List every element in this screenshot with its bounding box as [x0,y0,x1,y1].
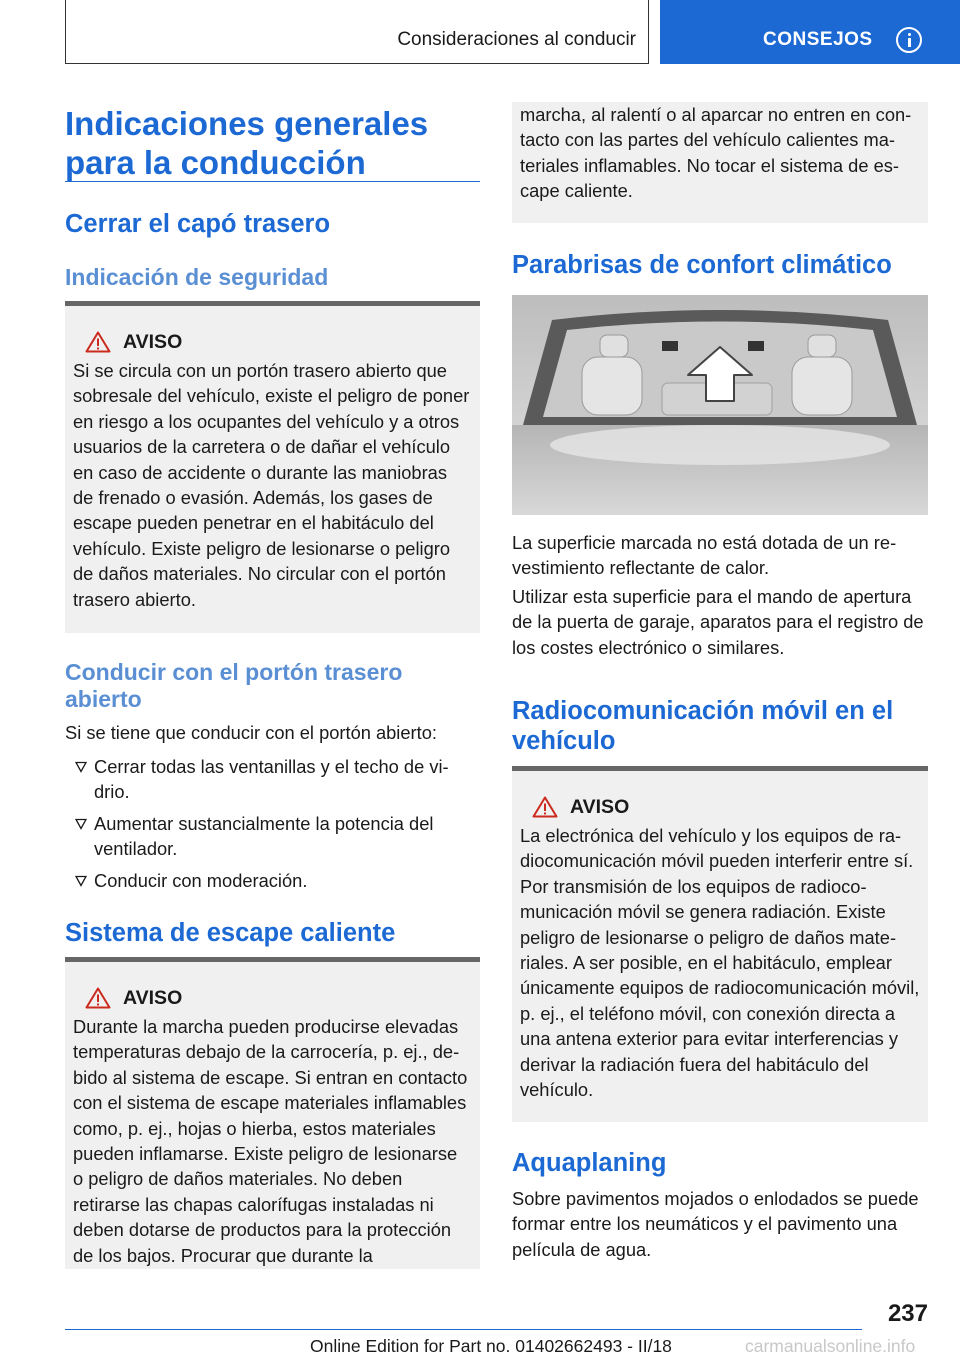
header-section-box [65,0,649,64]
warning-label: AVISO [123,330,183,353]
warning-text: Si se circula con un portón trasero abierto que sobresale del vehículo, existe el peligro de poner en riesgo a los ocupantes del vehículo y a otros usuarios de la carretera o de dañar el vehículo en caso de accidente o durante las maniobras de frenado o evasión. Además, los gases de escape pueden penetrar en el habitáculo del vehículo. Existe peligro de lesionarse o peligro de daños materiales. No circular con el portón trasero abierto. [73,360,470,610]
warning-continuation-text: marcha, al ralentí o al aparcar no entren en contacto con las partes del vehículo calientes materiales inflamables. No tocar el sistema de escape caliente. [520,104,912,202]
header-chapter-tab[interactable] [660,0,960,64]
car-rear-window-image [512,295,928,515]
windshield-illustration [512,295,928,515]
warning-label: AVISO [123,986,183,1009]
page-number: 237 [887,1300,928,1327]
bullet-triangle-icon [75,875,87,887]
warning-continuation-box [512,102,928,223]
windshield-paragraph-2: Utilizar esta superficie para el mando de apertura de la puerta de garaje, aparatos para el registro de los costes electrónico o similares. [512,586,924,658]
heading-windshield: Parabrisas de confort climático [512,251,892,279]
footer-watermark: carmanualsonline.info [745,1336,916,1356]
heading-drive-open: Conducir con el portón trasero abierto [65,659,403,712]
footer-rule [65,1329,862,1330]
section-title: Consideraciones al conducir [397,29,636,50]
heading-close-trunk: Cerrar el capó trasero [65,210,331,238]
footer-edition: Online Edition for Part no. 01402662493 - II/18 [310,1336,672,1356]
warning-triangle-icon [85,331,111,353]
list-item: Cerrar todas las ventanillas y el techo de vidrio. [65,754,465,805]
info-icon[interactable] [896,27,922,53]
heading-radio: Radiocomunicación móvil en el vehículo [512,697,894,755]
warning-box-exhaust [65,957,480,1269]
bullet-triangle-icon [75,818,87,830]
heading-aquaplaning: Aquaplaning [512,1149,667,1177]
page-title: Indicaciones generales para la conducción [65,105,429,181]
warning-text: La electrónica del vehículo y los equipos de radiocomunicación móvil pueden interferir entre sí. Por transmisión de los equipos de radiocomunicación móvil se genera radiación. Existe peligro de lesionarse o peligro de daños materiales. A ser posible, en el habitáculo, emplear únicamente equipos de radiocomunicación móvil, p. ej., el teléfono móvil, con conexión directa a una antena exterior para evitar interferencias y derivar la radiación fuera del habitáculo del vehículo. [520,825,920,1101]
aquaplaning-text: Sobre pavimentos mojados o enlodados se puede formar entre los neumáticos y el pavimento una película de agua. [512,1188,919,1260]
warning-triangle-icon [532,796,558,818]
chapter-title: CONSEJOS [763,29,873,50]
subheading-safety: Indicación de seguridad [65,264,329,290]
list-item: Aumentar sustancialmente la potencia del ventilador. [65,811,465,862]
title-rule [65,181,480,182]
heading-hot-exhaust: Sistema de escape caliente [65,919,396,947]
list-item: Conducir con moderación. [65,868,465,893]
bullet-triangle-icon [75,761,87,773]
warning-box-trunk [65,301,480,633]
warning-box-radio [512,766,928,1122]
windshield-paragraph-1: La superficie marcada no está dotada de un revestimiento reflectante de calor. [512,532,897,579]
warning-triangle-icon [85,987,111,1009]
drive-open-intro: Si se tiene que conducir con el portón abierto: [65,722,437,743]
warning-text: Durante la marcha pueden producirse elevadas temperaturas debajo de la carrocería, p. ej., debido al sistema de escape. Si entran en contacto con el sistema de escape materiales inflamables como, p. ej., hojas o hierba, estos materiales pueden inflamarse. Existe peligro de lesionarse o peligro de daños materiales. No deben retirarse las chapas calorífugas instaladas ni deben dotarse de productos para la protección de los bajos. Procurar que durante la [73,1016,468,1266]
warning-label: AVISO [570,795,630,818]
